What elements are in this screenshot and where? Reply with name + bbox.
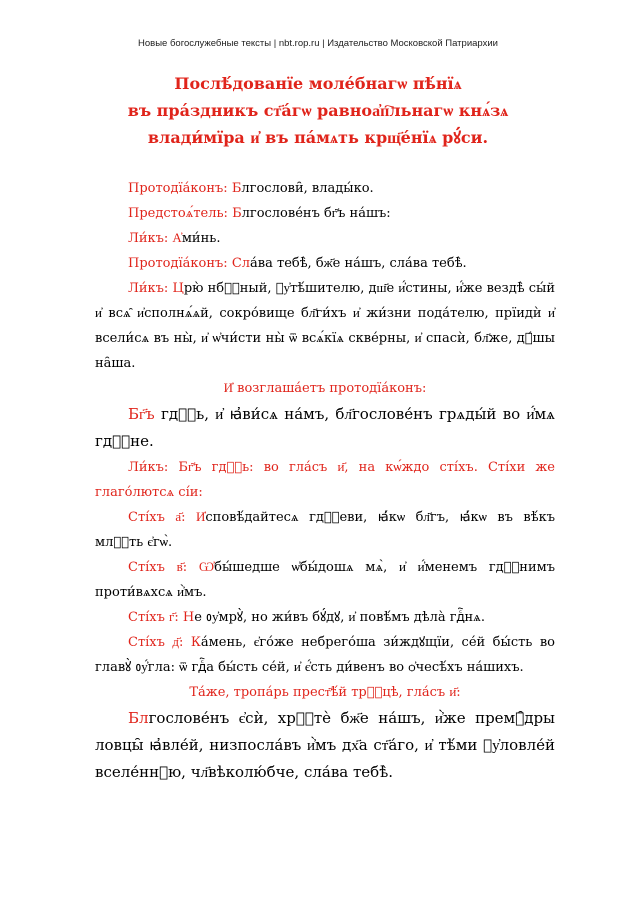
verse-label: Сті́хъ а҃: [128, 510, 197, 525]
verse-label: Сті́хъ д҃: [128, 635, 191, 650]
verse-1 [95, 505, 555, 555]
document-title [60, 70, 576, 151]
initial: Сл [231, 256, 251, 271]
text: бы́шедше ѡ҆бы́дошѧ мѧ̀, и҆ и҆́менемъ гдⷭ҇нимъ проти́вѧхсѧ и҆̀мъ. [95, 560, 555, 600]
line-glory [95, 251, 555, 276]
rubric: Ли́къ: [128, 281, 173, 296]
verse-label: Сті́хъ г҃: [128, 610, 183, 625]
initial: Бг҃ъ [128, 405, 155, 423]
text: а́мень, є҆го́же небрего́ша зи́ждꙋщїи, се́й бы́сть во главꙋ̀ ᲂу҆́гла: ѿ гдⷭ҇а бы́сть се́й, и҆ є҆́сть ди́венъ во ѻ҆чесѣ́хъ на́шихъ. [95, 635, 555, 675]
initial: Б [231, 181, 242, 196]
rubric: Ли́къ: Бг҃ъ гдⷭ҇ь: [128, 460, 264, 475]
initial: Ц [172, 281, 184, 296]
line-troparion [95, 705, 555, 786]
text: гдⷭ҇ь, и҆ ꙗ҆ви́сѧ на́мъ, бл҃гослове́нъ грѧды́й во и҆́мѧ гдⷭ҇не. [95, 405, 555, 450]
text: е ᲂу҆мрꙋ̀, но жи́въ бꙋ́дꙋ, и҆ повѣ́мъ дѣла̀ гдⷭ҇нѧ. [194, 610, 485, 625]
verse-4 [95, 630, 555, 680]
rubric: Протодїа́конъ: [128, 181, 232, 196]
line-blessing [95, 176, 555, 201]
title-line-1: Послѣ́дованїе моле́бнагѡ пѣ́нїѧ [174, 74, 462, 93]
text: сповѣ́дайтесѧ гдⷭ҇еви, ꙗ҆́кѡ бл҃гъ, ꙗ҆́кѡ въ вѣ́къ млⷭ҇ть є҆гѡ̀. [95, 510, 555, 550]
line-choir-amen [95, 226, 555, 251]
text: гослове́нъ є҆сѝ, хрⷭ҇тѐ бж҃е на́шъ, и҆̀же премꙋ̑дры ловцы̑ ꙗ҆вле́й, низпосла́въ и҆̀мъ дх҃а ст҃а́го, и҆ тѣ́ми ᲂу҆ловле́й вселе́ннꙋю, чл҃вѣколю́бче, сла́ва тебѣ̀. [95, 709, 555, 781]
line-primate [95, 201, 555, 226]
rubric-tone: во гла́съ и҃, [263, 460, 359, 475]
text: а́ва тебѣ̀, бж҃е на́шъ, сла́ва тебѣ̀. [250, 256, 467, 271]
initial: А҆ [172, 231, 182, 246]
document-body [95, 176, 555, 786]
initial: Б [232, 206, 242, 221]
initial: К [190, 635, 201, 650]
verse-2 [95, 555, 555, 605]
title-line-3: влади́мїра и҆ въ па́мѧть крщ҃е́нїѧ рꙋ́си. [147, 128, 489, 147]
text: рю̀ нбⷭ҇ный, ᲂу҆тѣ́шителю, дш҃е и҆́стины, и҆́же вездѣ̀ сы́й и҆ всѧ̑ и҆сполнѧ́ѧй, сокро́вище бл҃ги́хъ и҆ жи́зни пода́телю, прїидѝ и҆ всели́сѧ въ ны̀, и҆ ѡ҆чи́сти ны̀ ѿ всѧ́кїѧ скве́рны, и҆ спасѝ, бл҃же, дꙋ́шы на̑ша. [95, 281, 555, 371]
initial: Бл [128, 709, 149, 727]
rubric: Предстоѧ́тель: [128, 206, 233, 221]
title-line-2: въ пра́здникъ ст҃а́гѡ равноа҆п҇льнагѡ кнѧ́зѧ [127, 101, 509, 120]
text: ми́нь. [181, 231, 221, 246]
initial: Ѡ҆ [198, 560, 215, 575]
rubric: Протодїа́конъ: [128, 256, 232, 271]
verse-3 [95, 605, 555, 630]
rubric: Ли́къ: [128, 231, 173, 246]
rubric-proclaims: И҆ возглаша́етъ протодїа́конъ: [223, 381, 427, 396]
line-choir-tone [95, 455, 555, 505]
initial: Н [182, 610, 195, 625]
rubric: на кѡ́ждо сті́хъ. Сті́хи же глаго́лютсѧ сі́и: [95, 460, 556, 500]
verse-label: Сті́хъ в҃: [128, 560, 199, 575]
text: лгослови̑, влады́ко. [241, 181, 374, 196]
line-heavenly-king [95, 276, 555, 376]
page-header: Новые богослужебные тексты | nbt.rop.ru | Издательство Московской Патриархии [138, 38, 498, 49]
text: лгослове́нъ бг҃ъ на́шъ: [241, 206, 391, 221]
initial: И҆ [196, 510, 206, 525]
rubric-troparion: Та́же, тропа́рь прест҃ѣ́й трⷪ҇цѣ, гла́съ и҃: [189, 685, 461, 700]
line-god-is-lord [95, 401, 555, 455]
